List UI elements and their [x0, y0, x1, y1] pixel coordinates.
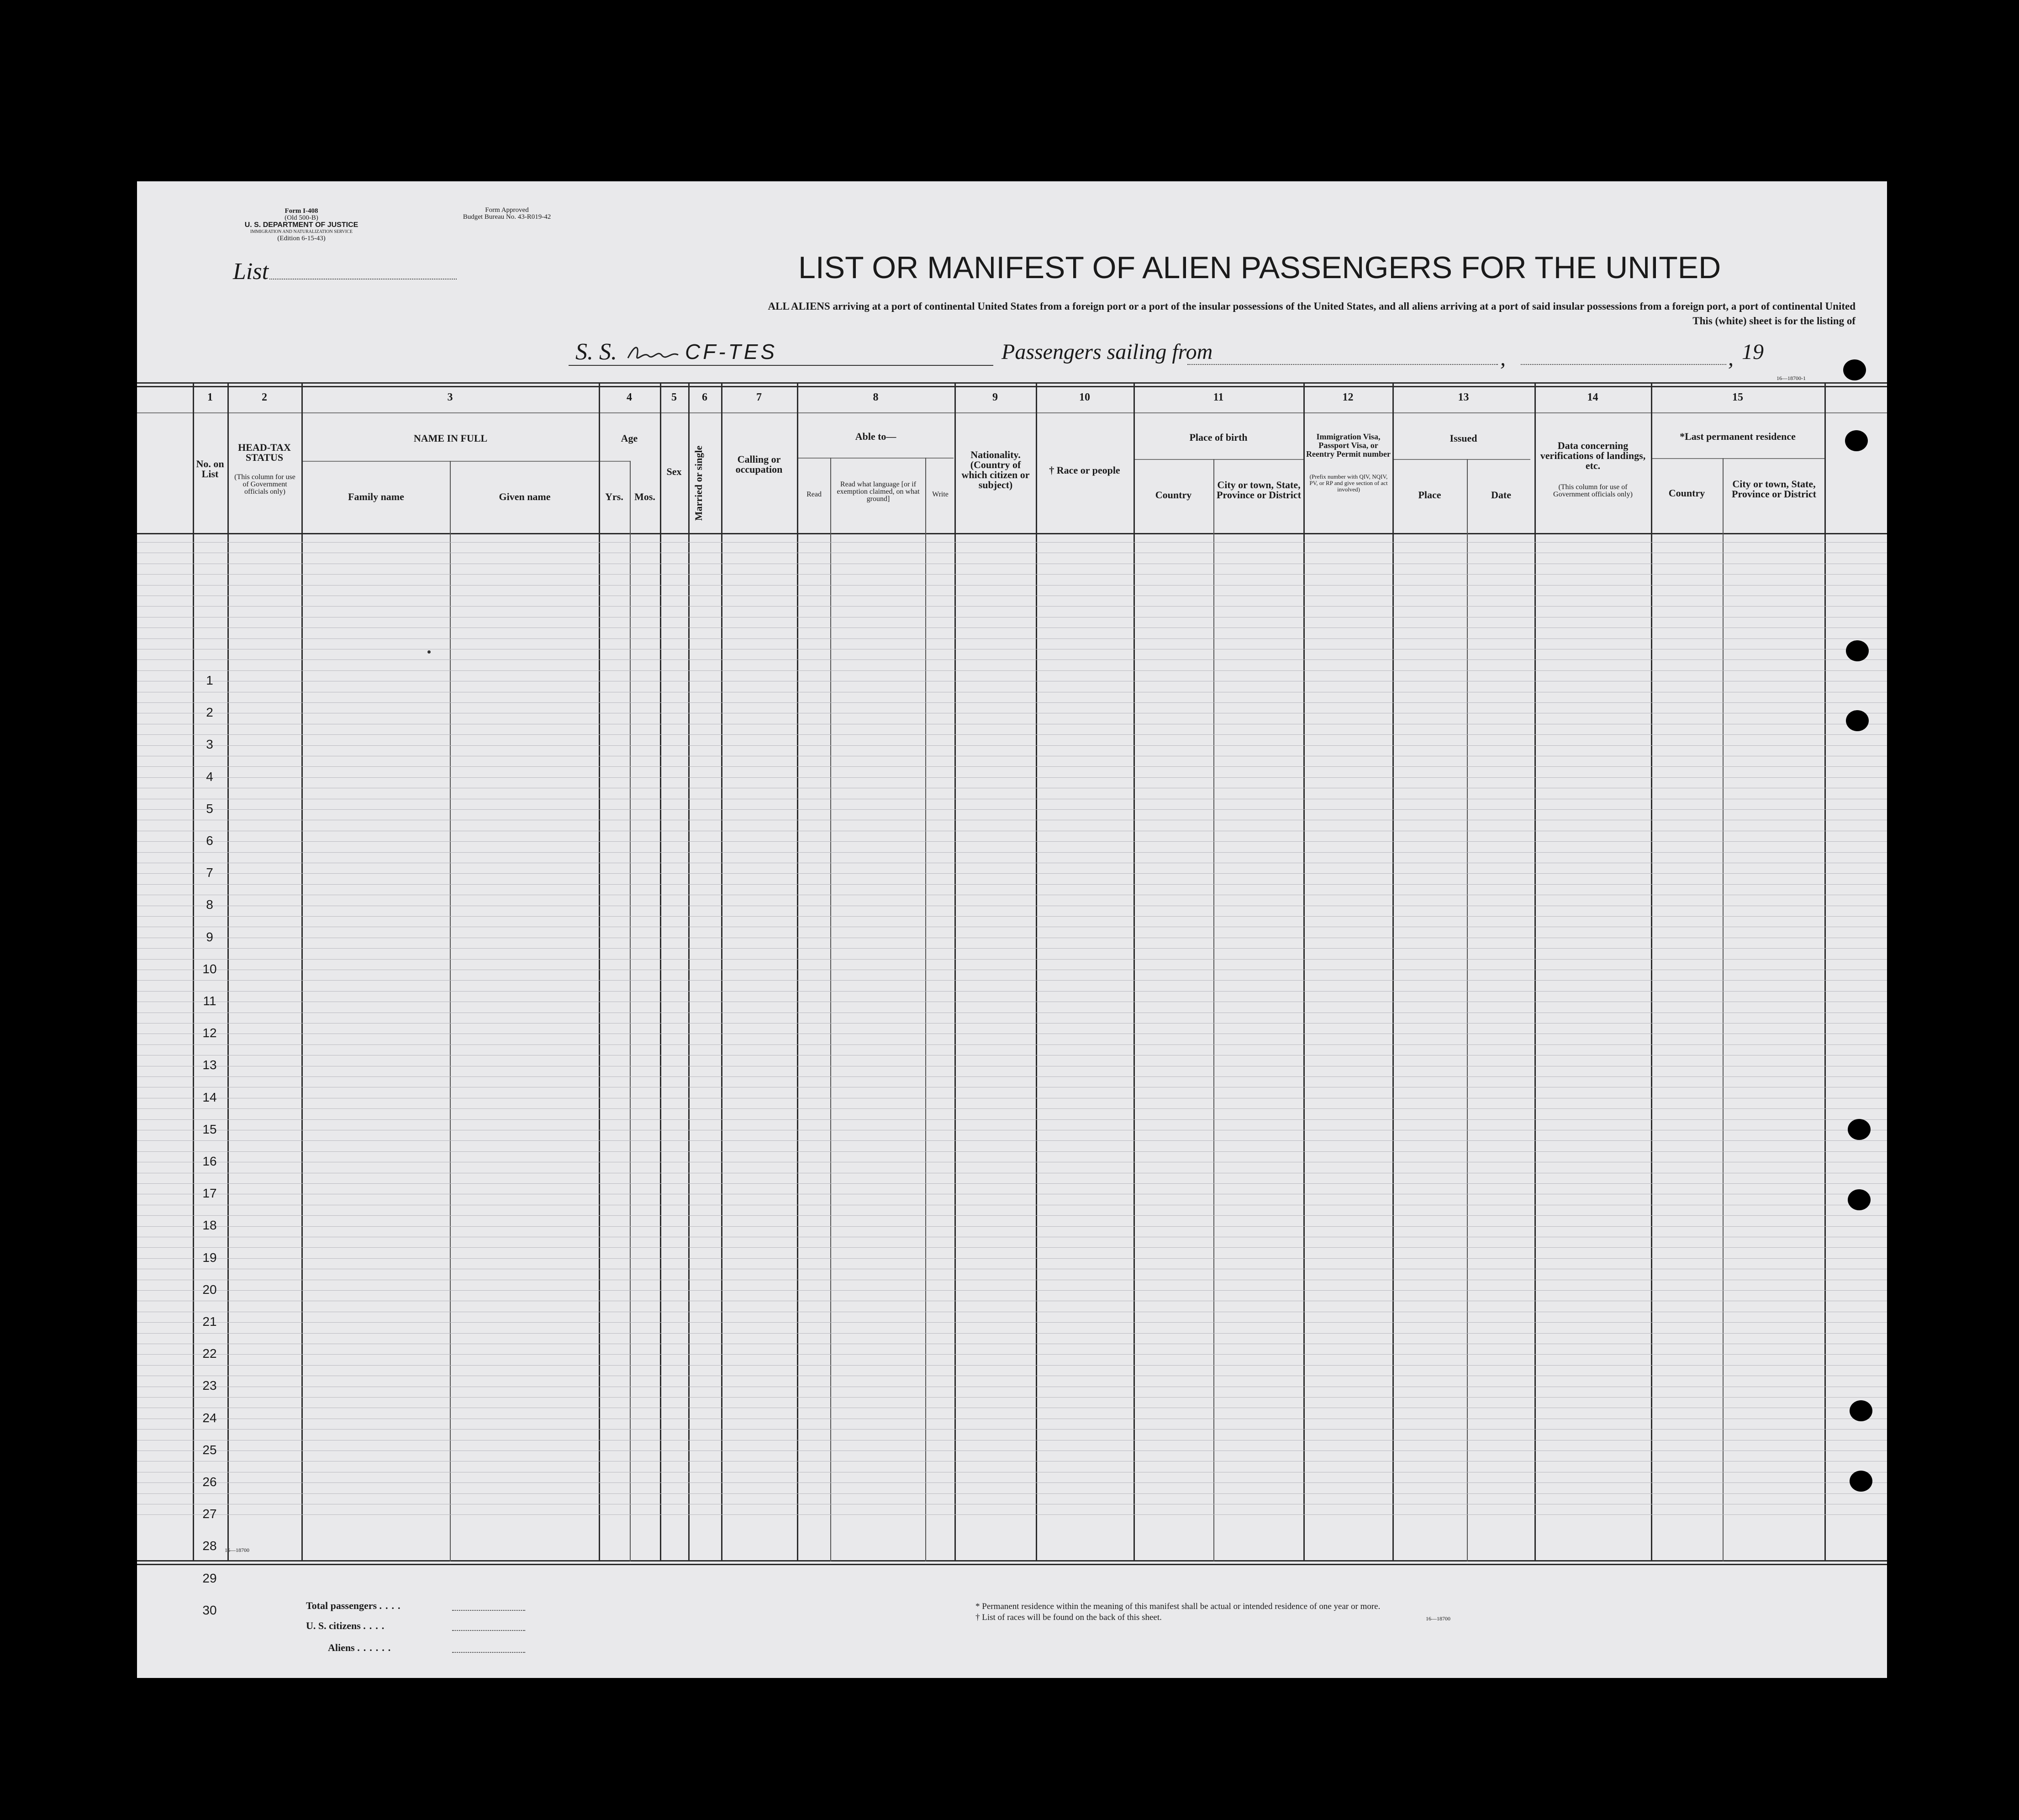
row-number: 1 — [206, 673, 213, 687]
row-number: 6 — [206, 834, 213, 848]
passengers-sailing-from: Passengers sailing from — [1002, 340, 1213, 364]
row-number: 23 — [202, 1378, 217, 1393]
col-div — [925, 458, 926, 1562]
colnum-5: 5 — [671, 391, 677, 403]
col-div — [301, 383, 303, 1562]
column-number-rule — [137, 412, 1887, 413]
instructions — [466, 299, 1856, 328]
ruled-line — [137, 659, 1887, 660]
table-top-rule — [137, 382, 1887, 384]
ruled-line — [137, 1108, 1887, 1109]
date-field[interactable] — [1521, 364, 1726, 365]
ruled-line — [137, 1429, 1887, 1430]
colnum-8: 8 — [873, 391, 879, 403]
row-number: 10 — [202, 961, 217, 976]
col-div — [1036, 383, 1037, 1562]
form-approved: Form Approved — [485, 206, 529, 214]
header-birth-country: Country — [1155, 489, 1192, 501]
ruled-line — [137, 1258, 1887, 1259]
table-top-rule-2 — [137, 386, 1887, 387]
header-sex: Sex — [666, 466, 682, 477]
ruled-line — [137, 959, 1887, 960]
header-immigration-visa: Immigration Visa, Passport Visa, or Reentry Permit number — [1306, 432, 1391, 459]
port-field[interactable] — [1187, 364, 1498, 365]
colnum-1: 1 — [207, 391, 213, 403]
col-div — [1133, 383, 1135, 1562]
header-age: Age — [621, 433, 638, 444]
total-passengers-label: Total passengers .... — [306, 1600, 404, 1611]
row-number: 2 — [206, 705, 213, 720]
ruled-line — [137, 1482, 1887, 1483]
row-number: 24 — [202, 1410, 217, 1425]
header-data-concerning-note: (This column for use of Government officials only) — [1553, 483, 1633, 498]
ruled-line — [137, 1354, 1887, 1355]
instruction-line-2: This (white) sheet is for the listing of — [1692, 315, 1856, 327]
ruled-line — [137, 745, 1887, 746]
bottom-code: 16—18700 — [225, 1547, 249, 1553]
col-div — [797, 383, 798, 1562]
row-number: 11 — [203, 994, 216, 1008]
ruled-line — [137, 1119, 1887, 1120]
ruled-line — [137, 916, 1887, 917]
corner-code: 16—18700-1 — [1777, 375, 1806, 381]
colnum-7: 7 — [756, 391, 762, 403]
punch-hole — [1843, 359, 1866, 380]
header-nationality: Nationality. (Country of which citizen or subject) — [961, 449, 1030, 491]
comma-1: , — [1500, 346, 1506, 370]
ruled-line — [137, 1322, 1887, 1323]
punch-hole — [1848, 1119, 1871, 1140]
us-citizens-field[interactable] — [452, 1630, 525, 1631]
age-subheader-rule — [599, 461, 630, 462]
footnote-races: † List of races will be found on the back of this sheet. — [975, 1613, 1162, 1622]
row-number: 3 — [206, 737, 213, 752]
col-div — [227, 383, 229, 1562]
ruled-line — [137, 638, 1887, 639]
ship-name: CF-TES — [685, 340, 778, 364]
colnum-12: 12 — [1342, 391, 1354, 403]
ruled-line — [137, 841, 1887, 842]
ruled-line — [137, 766, 1887, 767]
colnum-2: 2 — [262, 391, 267, 403]
ruled-line — [137, 585, 1887, 586]
col-div — [1723, 458, 1724, 1562]
row-number: 26 — [202, 1475, 217, 1489]
colnum-9: 9 — [992, 391, 998, 403]
aliens-label: Aliens ...... — [328, 1642, 395, 1653]
footnote-permanent-residence: * Permanent residence within the meaning of this manifest shall be actual or intended residence of one year or more. — [975, 1602, 1381, 1611]
manifest-sheet — [137, 181, 1887, 1678]
ship-name-line — [569, 365, 993, 366]
page-title: LIST OR MANIFEST OF ALIEN PASSENGERS FOR THE UNITED — [798, 250, 1721, 285]
row-number: 27 — [202, 1507, 217, 1521]
col-div — [660, 383, 661, 1562]
ruled-line — [137, 670, 1887, 671]
ruled-line — [137, 980, 1887, 981]
ruled-line — [137, 542, 1887, 543]
ruled-line — [137, 873, 1887, 874]
col-div — [599, 383, 600, 1562]
header-write: Write — [932, 491, 949, 498]
colnum-6: 6 — [702, 391, 707, 403]
row-number: 30 — [202, 1603, 217, 1617]
year-prefix: 19 — [1742, 340, 1764, 364]
header-data-concerning: Data concerning verifications of landings, etc. — [1540, 440, 1646, 471]
colnum-11: 11 — [1213, 391, 1224, 403]
ruled-line — [137, 1397, 1887, 1398]
birth-subheader-rule — [1133, 459, 1303, 460]
ruled-line — [137, 606, 1887, 607]
col-div — [1213, 459, 1214, 1562]
col-div — [688, 383, 690, 1562]
header-family-name: Family name — [348, 491, 404, 502]
header-given-name: Given name — [499, 491, 551, 502]
row-number: 21 — [202, 1314, 217, 1329]
old-form-number: (Old 500-B) — [285, 214, 318, 222]
form-number: Form I-408 — [285, 207, 318, 215]
col-div — [1651, 383, 1652, 1562]
ruled-line — [137, 734, 1887, 735]
col-div — [450, 461, 451, 1562]
form-info-block — [210, 208, 393, 242]
ruled-line — [137, 702, 1887, 703]
ruled-line — [137, 948, 1887, 949]
footnote-code: 16—18700 — [1426, 1615, 1450, 1622]
punch-hole — [1848, 1189, 1871, 1210]
col-div — [721, 383, 722, 1562]
row-number: 29 — [202, 1571, 217, 1585]
header-lpr-country: Country — [1668, 487, 1705, 499]
ruled-line — [137, 1183, 1887, 1184]
ruled-line — [137, 1493, 1887, 1494]
punch-hole — [1846, 710, 1869, 731]
punch-hole — [1850, 1400, 1872, 1421]
service-name: IMMIGRATION AND NATURALIZATION SERVICE — [250, 229, 353, 234]
col-div — [830, 458, 831, 1562]
colnum-14: 14 — [1587, 391, 1598, 403]
ruled-line — [137, 574, 1887, 575]
total-passengers-field[interactable] — [452, 1610, 525, 1611]
header-last-permanent-residence: *Last permanent residence — [1680, 431, 1796, 442]
approval-block — [411, 207, 603, 221]
able-subheader-rule — [797, 458, 954, 459]
row-number: 4 — [206, 769, 213, 784]
ruled-line — [137, 1226, 1887, 1227]
list-number-field[interactable] — [269, 279, 457, 280]
row-number: 14 — [202, 1090, 217, 1104]
header-issued-date: Date — [1491, 489, 1511, 501]
row-number: 15 — [202, 1122, 217, 1136]
punch-hole — [1850, 1471, 1872, 1492]
punch-hole — [1846, 640, 1869, 661]
ink-speck — [427, 650, 431, 654]
ruled-line — [137, 1514, 1887, 1515]
header-calling-occupation: Calling or occupation — [735, 454, 783, 475]
header-no-on-list: No. on List — [196, 458, 224, 480]
header-place-of-birth: Place of birth — [1189, 432, 1248, 443]
col-div — [1392, 383, 1394, 1562]
col-div — [630, 461, 631, 1562]
col-div — [1467, 459, 1468, 1562]
colnum-13: 13 — [1458, 391, 1469, 403]
ruled-line — [137, 777, 1887, 778]
header-issued-place: Place — [1418, 489, 1441, 501]
row-number: 13 — [202, 1058, 217, 1072]
edition: (Edition 6-15-43) — [277, 235, 326, 242]
colnum-10: 10 — [1079, 391, 1090, 403]
row-number: 12 — [202, 1026, 217, 1040]
header-yrs: Yrs. — [605, 491, 623, 502]
header-head-tax: HEAD-TAX STATUS — [238, 442, 291, 463]
col-div — [954, 383, 956, 1562]
aliens-field[interactable] — [452, 1652, 525, 1653]
header-race-or-people: † Race or people — [1049, 464, 1120, 476]
row-number: 9 — [206, 929, 213, 944]
row-number: 5 — [206, 801, 213, 816]
header-head-tax-note: (This column for use of Government officials only) — [234, 473, 295, 496]
lpr-subheader-rule — [1651, 458, 1824, 459]
signature-scribble — [626, 342, 680, 365]
header-lpr-city: City or town, State, Province or District — [1732, 478, 1816, 500]
header-married-or-single: Married or single — [693, 445, 704, 521]
col-div — [1824, 383, 1826, 1562]
header-immigration-visa-note: (Prefix number with QIV, NQIV, PV, or RP and give section of act involved) — [1309, 473, 1388, 493]
issued-subheader-rule — [1393, 459, 1530, 460]
punch-hole — [1845, 430, 1868, 451]
ruled-line — [137, 1333, 1887, 1334]
colnum-3: 3 — [447, 391, 453, 403]
row-number: 8 — [206, 897, 213, 912]
colnum-4: 4 — [627, 391, 632, 403]
row-number: 22 — [202, 1346, 217, 1361]
header-read-language: Read what language [or if exemption claimed, on what ground] — [837, 480, 920, 503]
ruled-line — [137, 1076, 1887, 1077]
row-number: 16 — [202, 1154, 217, 1168]
ruled-line — [137, 809, 1887, 810]
ss-label: S. S. — [575, 339, 617, 365]
header-birth-city: City or town, State, Province or District — [1217, 479, 1301, 501]
table-bottom-rule — [137, 1560, 1887, 1562]
ruled-line — [137, 1215, 1887, 1216]
ruled-line — [137, 884, 1887, 885]
header-read: Read — [807, 491, 822, 498]
header-able-to: Able to— — [855, 431, 896, 442]
ruled-line — [137, 1140, 1887, 1141]
ruled-line — [137, 1151, 1887, 1152]
ruled-line — [137, 852, 1887, 853]
header-name-in-full: NAME IN FULL — [413, 433, 488, 444]
header-mos: Mos. — [634, 491, 655, 502]
ruled-line — [137, 1247, 1887, 1248]
ruled-line — [137, 991, 1887, 992]
us-citizens-label: U. S. citizens .... — [306, 1620, 388, 1631]
budget-number: Budget Bureau No. 43-R019-42 — [463, 213, 551, 221]
col-div — [1534, 383, 1536, 1562]
ruled-line — [137, 1290, 1887, 1291]
instruction-line-1: ALL ALIENS arriving at a port of continental United States from a foreign port or a port of the insular possessions of the United States, and all aliens arriving at a port of said insular possessions from a foreign port, a port of continental United — [768, 301, 1856, 312]
ruled-line — [137, 1365, 1887, 1366]
row-number: 18 — [202, 1218, 217, 1233]
list-label: List — [233, 258, 269, 285]
header-bottom-rule — [137, 533, 1887, 534]
header-issued: Issued — [1450, 433, 1477, 444]
row-number: 7 — [206, 865, 213, 880]
row-number: 20 — [202, 1282, 217, 1297]
row-number: 25 — [202, 1442, 217, 1457]
comma-2: , — [1728, 346, 1734, 370]
department-name: U. S. DEPARTMENT OF JUSTICE — [244, 221, 358, 229]
row-number: 19 — [202, 1250, 217, 1265]
row-number: 17 — [202, 1186, 217, 1201]
col-div — [1303, 383, 1305, 1562]
table-bottom-rule-2 — [137, 1564, 1887, 1565]
colnum-15: 15 — [1732, 391, 1743, 403]
row-number: 28 — [202, 1539, 217, 1553]
